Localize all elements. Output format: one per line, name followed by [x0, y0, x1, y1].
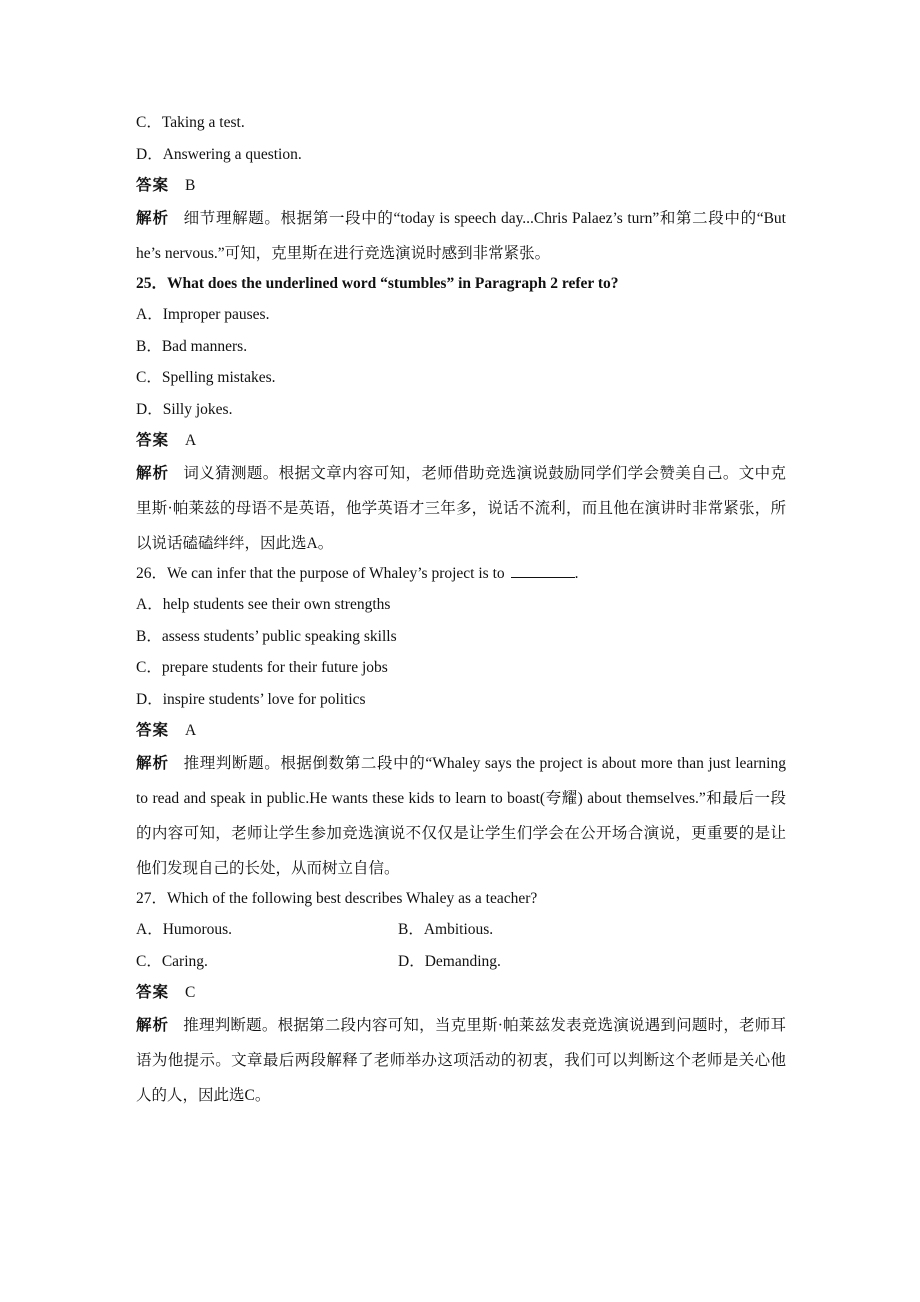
q27-analysis-text: 推理判断题。根据第二段内容可知，当克里斯·帕莱兹发表竞选演说遇到问题时，老师耳语为他提示。文章最后两段解释了老师举办这项活动的初衷，我们可以判断这个老师是关心他人的人，因此选C。	[136, 1016, 786, 1104]
q25-answer: A	[185, 432, 197, 449]
q26-question-end: .	[574, 564, 579, 582]
q24-analysis	[136, 201, 786, 271]
question-26-block	[136, 561, 786, 886]
q24-option-c: C．Taking a test.	[136, 114, 245, 131]
analysis-label: 解析	[136, 464, 170, 482]
q25-analysis-text: 词义猜测题。根据文章内容可知，老师借助竞选演说鼓励同学们学会赞美自己。文中克里斯·帕莱兹的母语不是英语，他学英语才三年多，说话不流利，而且他在演讲时非常紧张，所以说话磕磕绊绊，因此选A。	[136, 464, 786, 552]
answer-label: 答案	[136, 722, 170, 739]
q27-option-b: B．Ambitious.	[398, 921, 494, 938]
q26-option-c: C．prepare students for their future jobs	[136, 659, 388, 676]
q25-analysis	[136, 456, 786, 561]
question-27-block	[136, 886, 786, 1113]
q25-question: 25．What does the underlined word “stumbles” in Paragraph 2 refer to?	[136, 274, 619, 292]
q27-analysis	[136, 1008, 786, 1113]
q24-answer: B	[185, 177, 196, 194]
document-page	[136, 110, 786, 1113]
analysis-label: 解析	[136, 1016, 170, 1034]
analysis-label: 解析	[136, 754, 170, 772]
q26-answer: A	[185, 722, 197, 739]
q24-option-d: D．Answering a question.	[136, 145, 302, 163]
q27-answer: C	[185, 984, 196, 1001]
q27-options-row-1	[136, 917, 786, 949]
q26-option-d: D．inspire students’ love for politics	[136, 690, 366, 708]
q25-option-d: D．Silly jokes.	[136, 400, 233, 418]
question-25-block	[136, 271, 786, 561]
q26-analysis	[136, 746, 786, 886]
q26-option-b: B．assess students’ public speaking skills	[136, 627, 397, 645]
q25-option-b: B．Bad manners.	[136, 337, 248, 355]
answer-blank	[511, 563, 575, 578]
q27-option-c: C．Caring.	[136, 952, 208, 970]
answer-label: 答案	[136, 984, 170, 1001]
analysis-label: 解析	[136, 209, 170, 227]
q24-analysis-text: 细节理解题。根据第一段中的“today is speech day...Chris Palaez’s turn”和第二段中的“But he’s nervous.”可知，克里斯在进行竞选演说时感到非常紧张。	[136, 209, 786, 262]
q25-option-c: C．Spelling mistakes.	[136, 369, 276, 386]
answer-label: 答案	[136, 432, 170, 449]
q25-option-a: A．Improper pauses.	[136, 306, 270, 323]
question-24-block	[136, 110, 786, 271]
q26-question: 26．We can infer that the purpose of Whaley’s project is to	[136, 564, 505, 582]
q27-question: 27．Which of the following best describes Whaley as a teacher?	[136, 889, 538, 907]
q26-analysis-text: 推理判断题。根据倒数第二段中的“Whaley says the project is about more than just learning to read and speak in public.He wants these kids to learn to boast(夸耀) about themselves.”和最后一段的内容可知，老师让学生参加竞选演说不仅仅是让学生们学会在公开场合演说，更重要的是让他们发现自己的长处，从而树立自信。	[136, 754, 787, 877]
answer-label: 答案	[136, 177, 170, 194]
q27-options-row-2	[136, 949, 786, 981]
q27-option-d: D．Demanding.	[398, 952, 501, 970]
q26-question-line	[136, 561, 786, 593]
q26-option-a: A．help students see their own strengths	[136, 596, 391, 613]
q27-option-a: A．Humorous.	[136, 921, 233, 938]
